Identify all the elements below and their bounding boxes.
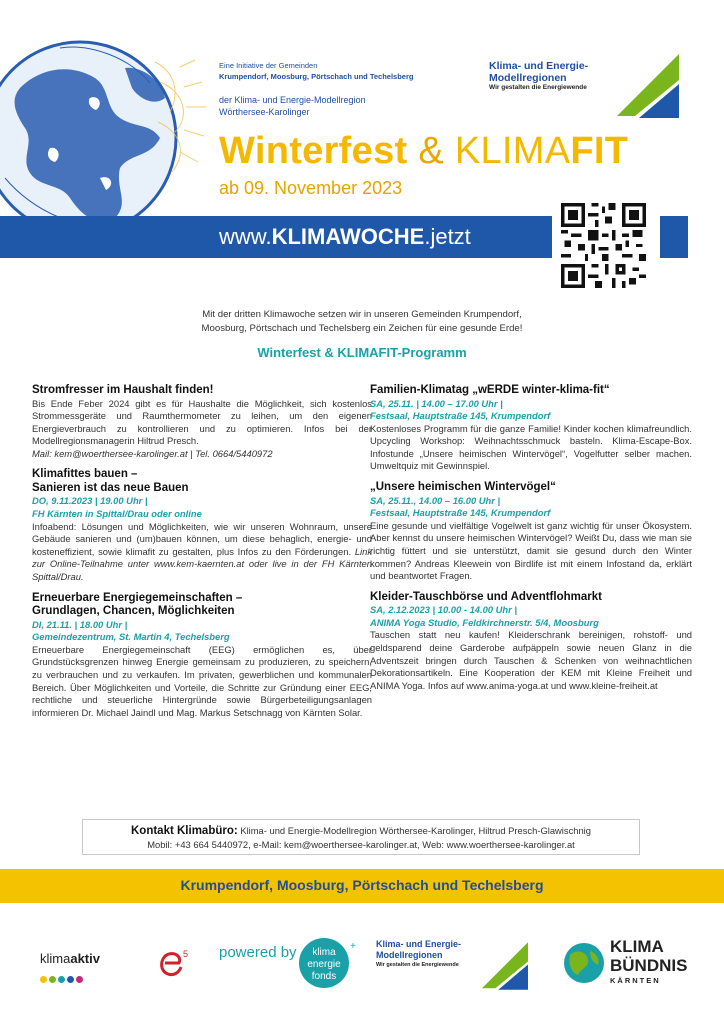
event-description: Erneuerbare Energiegemeinschaft (EEG) ermöglichen es, über Grundstücksgrenzen hinweg Energie gemeinsam zu produzieren, zu speichern, zu verbrauchen und zu verkaufen. Im privaten, gewerblichen und kommunalen Bereich. Über Möglichkeiten und Vorteile, die Schritte zur Gründung einer EEG, rechtliche und steuerliche Hintergründe sowie Bürgerbeteiligungsanlagen informieren Dr. Michael Jaindl und Mag. Markus Setschnagg von Kärnten Solar. [32,643,372,718]
initiative-line-2: Krumpendorf, Moosburg, Pörtschach und Techelsberg [219,72,414,81]
kb-line-1: KLIMA [610,937,664,956]
url-banner-right [660,216,688,258]
event-date-time: DO, 9.11.2023 | 19.00 Uhr | [32,495,148,507]
kb-line-2: BÜNDNIS [610,956,688,975]
url-prefix: www. [219,224,272,249]
event-description: Tauschen statt neu kaufen! Kleiderschrank bereinigen, rohstoff- und geldsparend deine Garderobe aufpäppeln sowie neuen Glanz in die Adventszeit bringen durch Tauschen & Schenken von weihnachtlichen Dekorationsartikeln. Eine Kooperation der KEM mit Kleine Freiheit und ANIMA Yoga. Infos auf www.anima-yoga.at und www.kleine-freiheit.at [370,629,692,691]
kem-logo [487,54,687,124]
footer-logos [0,925,724,1005]
event-title-line-2: Grundlagen, Chancen, Möglichkeiten [32,605,235,618]
municipalities-bar [0,869,724,903]
e5-logo-icon [155,943,195,983]
url-main: KLIMAWOCHE [271,224,425,249]
event-location: ANIMA Yoga Studio, Feldkirchnerstr. 5/4, Moosburg [370,616,599,628]
event-title: „Unsere heimischen Wintervögel“ [370,481,556,494]
svg-text:+: + [350,941,356,952]
event-online-link[interactable]: Link zur Online-Teilnahme unter www.kem-kaernten.at oder live in der FH Kärnten Spittal/Drau. [32,545,373,583]
event-location: Gemeindezentrum, St. Martin 4, Techelsberg [32,631,230,643]
fonds-line-1: klima [312,947,336,958]
event-description: Kostenloses Programm für die ganze Familie! Kinder kochen klimafreundlich. Upcycling Workshop: Weihnachtsschmuck basteln. Klima-Escape-Box. Infostunde „Unsere heimischen Wintervögel“, Vogelfutter selber machen. Umweltquiz mit Gewinnspiel. [370,422,692,472]
contact-organisation: Klima- und Energie-Modellregion Wörthersee-Karolinger, Hiltrud Presch-Glawischnig [240,825,591,836]
event-title [32,592,372,619]
kem-logo-title [489,60,588,84]
intro-line-1: Mit der dritten Klimawoche setzen wir in unseren Gemeinden Krumpendorf, [202,309,522,320]
event-title-line-1: Klimafittes bauen – [32,468,138,481]
region-line-2: Wörthersee-Karolinger [219,107,310,117]
kem-logo-footer [374,937,534,1007]
event-title-line-1: Erneuerbare Energiegemeinschaften – [32,591,243,604]
event-familien-klimatag [370,384,692,473]
event-contact: Mail: kem@woerthersee-karolinger.at | Tel. 0664/5440972 [32,447,273,459]
event-date-time: SA, 2.12.2023 | 10.00 - 14.00 Uhr | [370,604,518,616]
title-ampersand: & [407,130,455,172]
klimaaktiv-bold: aktiv [70,951,100,966]
event-energiegemeinschaften [32,592,372,720]
title-klima: KLIMA [454,130,571,172]
qr-code-icon[interactable] [561,203,646,288]
event-kleider-tauschboerse [370,591,692,693]
event-description-text: Infoabend: Lösungen und Möglichkeiten, wie wir unseren Wohnraum, unsere Gebäude sanieren und (um)bauen können, um diese behaglich, energie- und kosteneffizient, sowie klimafit zu gestalten, plus Infos zu den Förderungen. [32,520,372,557]
event-klimafittes-bauen [32,468,372,583]
powered-by-text: powered by [219,944,297,961]
event-location: Festsaal, Hauptstraße 145, Krumpendorf [370,507,551,519]
event-date: ab 09. November 2023 [219,178,403,198]
kem-footer-line-1: Klima- und Energie- [376,939,462,949]
contact-line-2[interactable]: Mobil: +43 664 5440972, e-Mail: kem@woerthersee-karolinger.at, Web: www.woerthersee-karolinger.at [147,839,575,850]
kem-footer-tagline: Wir gestalten die Energiewende [376,962,459,968]
klimaaktiv-light: klima [40,951,71,966]
kem-logo-tagline: Wir gestalten die Energiewende [489,84,587,91]
kem-footer-title [376,939,461,960]
intro-line-2: Moosburg, Pörtschach und Techelsberg ein Zeichen für eine gesunde Erde! [201,323,523,334]
event-wintervoegel [370,481,692,583]
event-location: Festsaal, Hauptstraße 145, Krumpendorf [370,410,551,422]
kem-footer-line-2: Modellregionen [376,949,443,960]
municipalities-text: Krumpendorf, Moosburg, Pörtschach und Techelsberg [180,877,544,893]
event-title [32,468,372,495]
kem-logo-line-2: Modellregionen [489,72,567,84]
title-fit: FIT [570,130,629,172]
website-link[interactable] [219,224,471,250]
contact-line-1 [83,824,639,838]
event-title: Familien-Klimatag „wERDE winter-klima-fit“ [370,384,610,396]
title-winterfest: Winterfest [219,130,408,172]
klima-energie-fonds-logo-icon [298,937,358,997]
intro-text [150,308,574,336]
url-suffix: .jetzt [424,224,471,249]
event-title-line-2: Sanieren ist das neue Bauen [32,481,189,494]
event-title: Kleider-Tauschbörse und Adventflohmarkt [370,590,602,603]
e5-label: 5 [183,949,189,959]
fonds-line-3: fonds [311,971,337,982]
klimaaktiv-dots-icon [40,970,85,988]
contact-box [82,819,640,855]
event-location: FH Kärnten in Spittal/Drau oder online [32,508,202,520]
event-date-time: DI, 21.11. | 18.00 Uhr | [32,618,128,630]
kem-logo-line-1: Klima- und Energie- [489,60,589,72]
initiative-line-1: Eine Initiative der Gemeinden [219,61,318,70]
program-title: Winterfest & KLIMAFIT-Programm [257,345,467,360]
initiative-text [219,60,479,82]
event-title: Stromfresser im Haushalt finden! [32,384,214,396]
kb-sub: KÄRNTEN [610,976,661,985]
leaf-decoration [150,52,210,192]
event-description: Bis Ende Feber 2024 gibt es für Haushalte die Möglichkeit, sich kostenlos Strommessgeräte und Raumthermometer zu leihen, um den eigenen Energieverbrauch zu kontrollieren und zu optimieren. Infos bei der Modellregionsmanagerin Hiltrud Presch. [32,397,372,447]
contact-label: Kontakt Klimabüro: [131,825,238,837]
event-date-time: SA, 25.11., 14.00 – 16.00 Uhr | [370,494,501,506]
region-line-1: der Klima- und Energie-Modellregion [219,95,366,105]
url-banner [0,216,552,258]
event-stromfresser [32,384,372,460]
kem-footer-mark-icon [482,937,528,995]
event-description: Eine gesunde und vielfältige Vogelwelt ist ganz wichtig für unser Ökosystem. Aber kennst du unsere heimischen Wintervögel? Weißt Du, dass wie man sie richtig füttert und sie unterstützt, damit sie gesund durch den Winter kommen? Andreas Kleewein von Birdlife ist mit einem Infostand da, erklärt und beantwortet Fragen. [370,519,692,582]
fonds-line-2: energie [307,959,341,970]
events-right-column [370,384,692,700]
kem-logo-mark-icon [617,54,679,118]
events-left-column [32,384,372,727]
klimabuendnis-logo [610,937,687,987]
klimaaktiv-logo [40,951,100,966]
event-description [32,521,372,584]
main-title [219,130,628,173]
event-date-time: SA, 25.11. | 14.00 – 17.00 Uhr | [370,397,503,409]
klimabuendnis-globe-icon [562,941,606,985]
region-text [219,94,479,118]
